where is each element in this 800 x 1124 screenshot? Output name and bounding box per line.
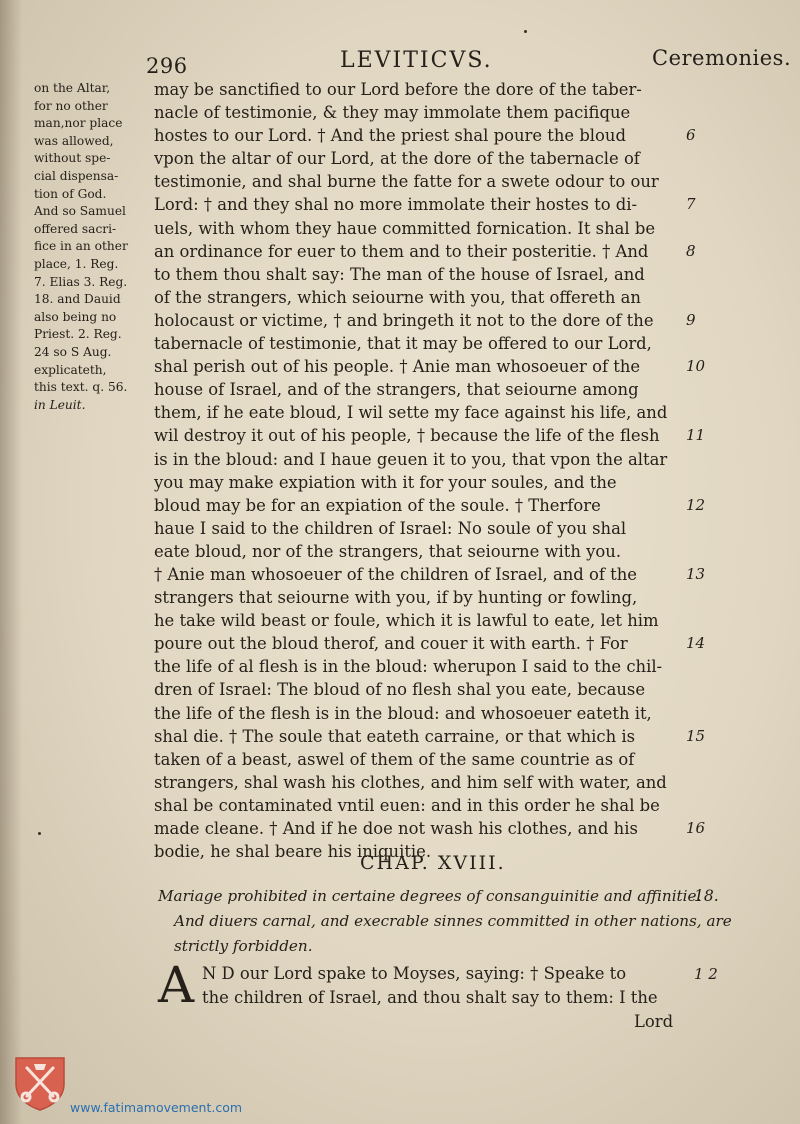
margin-note-line: cial dispensa- [34, 168, 119, 183]
line-text: you may make expiation with it for your soules, and the [154, 472, 617, 492]
margin-note-line: 24 so S Aug. [34, 344, 112, 359]
margin-note-line: in Leuit. [34, 397, 86, 412]
body-text [154, 78, 706, 863]
verse-number: 12 [686, 495, 706, 514]
line-text: an ordinance for euer to them and to their posteritie. † And [154, 241, 649, 261]
verse-number: 15 [686, 726, 706, 745]
text-line [154, 609, 702, 632]
text-line [154, 424, 706, 447]
text-line [154, 217, 702, 240]
text-line [154, 678, 702, 701]
text-line [154, 193, 702, 216]
line-text: them, if he eate bloud, I wil sette my face against his life, and [154, 403, 668, 423]
opening-line: Lord [634, 1012, 674, 1031]
summary-text: Mariage prohibited in certaine degrees of consanguinitie and affinitie. [158, 887, 702, 905]
line-text: wil destroy it out of his people, † because the life of the flesh [154, 426, 660, 446]
line-text: shal be contaminated vntil euen: and in this order he shal be [154, 795, 660, 815]
text-line [154, 563, 706, 586]
line-text: is in the bloud: and I haue geuen it to you, that vpon the altar [154, 449, 668, 469]
margin-note-line: man,nor place [34, 116, 123, 131]
verse-number: 16 [686, 819, 706, 837]
margin-note-line: explicateth, [34, 362, 107, 377]
margin-note-line: Priest. 2. Reg. [34, 327, 122, 342]
line-text: of the strangers, which seiourne with you, that offereth an [154, 287, 641, 307]
margin-note-line: without spe- [34, 151, 111, 166]
text-line [154, 170, 702, 193]
text-line [154, 240, 702, 263]
verse-number: 7 [686, 195, 696, 214]
text-line [154, 794, 702, 817]
text-line [154, 286, 702, 309]
text-line [154, 101, 702, 124]
watermark-url: www.fatimamovement.com [70, 1100, 243, 1115]
line-text: to them thou shalt say: The man of the house of Israel, and [154, 264, 645, 284]
verse-number: 8 [686, 241, 696, 260]
summary-line: strictly forbidden. [174, 937, 313, 955]
text-line [154, 378, 702, 401]
summary-number: 18. [694, 887, 719, 905]
margin-note-line: fice in an other [34, 239, 128, 254]
text-line [154, 702, 702, 725]
verse-number: 13 [686, 564, 706, 583]
text-line [154, 448, 702, 471]
margin-note-line: was allowed, [34, 133, 114, 148]
page-number: 296 [146, 54, 188, 78]
text-line [154, 632, 706, 655]
opening-line: the children of Israel, and thou shalt say to them: I the [202, 988, 658, 1007]
papal-keys-shield-icon [12, 1054, 68, 1112]
verse-number: 10 [686, 357, 706, 376]
line-text: taken of a beast, aswel of them of the same countrie as of [154, 749, 635, 769]
text-line [154, 817, 706, 840]
line-text: bloud may be for an expiation of the soule. † Therfore [154, 495, 601, 515]
text-line [154, 655, 702, 678]
margin-note-line: And so Samuel [34, 204, 126, 219]
chapter-summary [158, 884, 738, 959]
line-text: nacle of testimonie, & they may immolate them pacifique [154, 103, 631, 123]
text-line [154, 332, 702, 355]
chapter-heading: CHAP. XVIII. [360, 852, 506, 874]
chapter-opening [158, 956, 718, 1034]
line-text: shal die. † The soule that eateth carraine, or that which is [154, 726, 636, 746]
line-text: made cleane. † And if he doe not wash his clothes, and his [154, 819, 638, 838]
text-line [154, 355, 706, 378]
text-line [154, 147, 702, 170]
opening-line [158, 962, 718, 986]
text-line [154, 124, 702, 147]
line-text: eate bloud, nor of the strangers, that seiourne with you. [154, 541, 622, 561]
line-text: house of Israel, and of the strangers, that seiourne among [154, 380, 639, 400]
text-line [154, 517, 702, 540]
summary-line: And diuers carnal, and execrable sinnes committed in other nations, are [174, 912, 732, 930]
margin-note-line: place, 1. Reg. [34, 256, 119, 271]
line-text: hostes to our Lord. † And the priest shal poure the bloud [154, 126, 626, 146]
ink-speck [524, 30, 527, 33]
text-line [154, 771, 702, 794]
ink-speck [38, 832, 41, 835]
margin-note-line: this text. q. 56. [34, 380, 128, 395]
running-title: LEVITICVS. [340, 48, 493, 73]
text-line [154, 540, 702, 563]
line-text: haue I said to the children of Israel: No soule of you shal [154, 518, 627, 538]
line-text: bodie, he shal beare his iniquitie. [154, 842, 432, 862]
text-line [154, 309, 702, 332]
text-line [154, 78, 702, 101]
line-text: strangers that seiourne with you, if by hunting or fowling, [154, 588, 638, 608]
margin-note-line: on the Altar, [34, 81, 111, 95]
line-text: strangers, shal wash his clothes, and him self with water, and [154, 772, 667, 792]
text-line [154, 494, 706, 517]
margin-note-line: 7. Elias 3. Reg. [34, 274, 128, 289]
binding-shadow [0, 0, 22, 1124]
verse-number: 6 [686, 126, 696, 145]
line-text: shal perish out of his people. † Anie man whosoeuer of the [154, 357, 641, 377]
line-text: poure out the bloud therof, and couer it with earth. † For [154, 634, 628, 654]
margin-note-line: tion of God. [34, 186, 107, 201]
text-line [154, 586, 702, 609]
text-line [154, 401, 702, 424]
line-text: may be sanctified to our Lord before the dore of the taber- [154, 80, 642, 99]
verse-number: 11 [686, 426, 706, 445]
section-title: Ceremonies. [652, 46, 792, 70]
summary-line [158, 884, 738, 909]
line-text: the life of the flesh is in the bloud: and whosoeuer eateth it, [154, 703, 652, 723]
verse-number: 1 2 [694, 965, 718, 983]
line-text: the life of al flesh is in the bloud: wherupon I said to the chil- [154, 657, 663, 677]
text-line [154, 748, 702, 771]
text-line [154, 471, 702, 494]
line-text: testimonie, and shal burne the fatte for a swete odour to our [154, 172, 659, 192]
margin-note-line: for no other [34, 98, 108, 113]
margin-note-line: offered sacri- [34, 221, 117, 236]
opening-text: N D our Lord spake to Moyses, saying: † Speake to [202, 964, 627, 983]
line-text: holocaust or victime, † and bringeth it not to the dore of the [154, 310, 654, 330]
margin-note-line: also being no [34, 309, 117, 324]
drop-cap: A [158, 956, 195, 1014]
line-text: he take wild beast or foule, which it is lawful to eate, let him [154, 611, 659, 631]
line-text: Lord: † and they shal no more immolate their hostes to di- [154, 195, 638, 215]
line-text: † Anie man whosoeuer of the children of Israel, and of the [154, 564, 637, 584]
verse-number: 14 [686, 634, 706, 653]
text-line [154, 263, 702, 286]
margin-note-line: 18. and Dauid [34, 292, 121, 307]
line-text: tabernacle of testimonie, that it may be offered to our Lord, [154, 334, 652, 354]
line-text: dren of Israel: The bloud of no flesh shal you eate, because [154, 680, 646, 700]
text-line [154, 725, 706, 748]
verse-number: 9 [686, 310, 696, 329]
line-text: vpon the altar of our Lord, at the dore of the tabernacle of [154, 149, 640, 169]
marginal-note [34, 80, 152, 414]
line-text: uels, with whom they haue committed fornication. It shal be [154, 218, 656, 238]
